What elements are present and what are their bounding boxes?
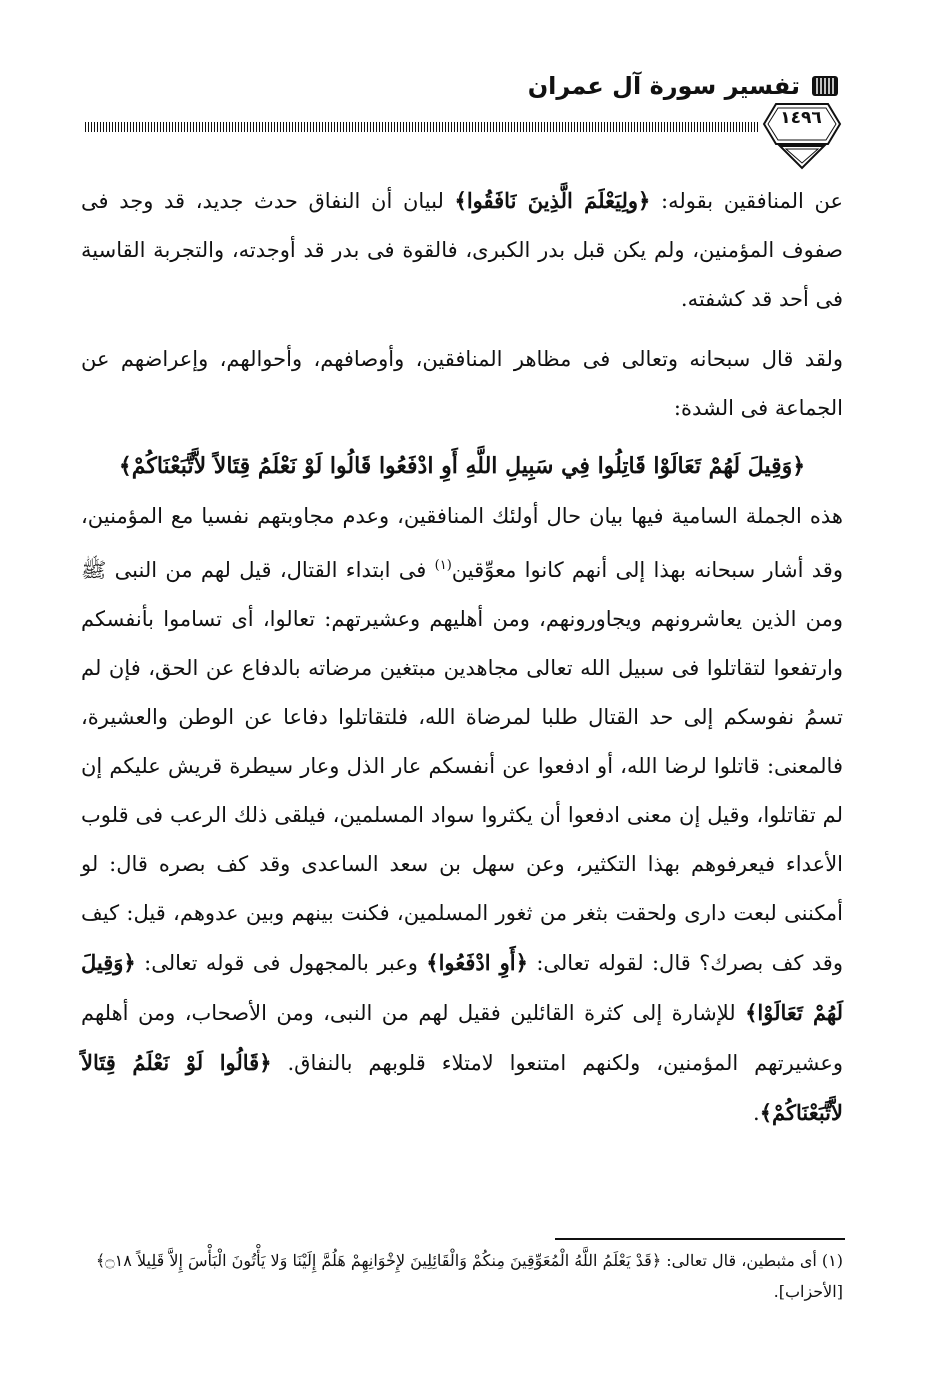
verse-heading: ﴿وَقِيلَ لَهُمْ تَعَالَوْا قَاتِلُوا فِي سَبِيلِ اللَّهِ أَوِ ادْفَعُوا قَالُوا لَوْ نَعْلَمُ قِتَالاً لاَّتَّبَعْنَاكُمْ﴾ bbox=[118, 453, 806, 479]
paragraph-1 bbox=[81, 176, 843, 324]
quran-quote: ﴿ولِيَعْلَمَ الَّذِينَ نَافَقُوا﴾ bbox=[454, 188, 651, 213]
running-header-title: تفسير سورة آل عمران bbox=[527, 72, 800, 100]
quran-quote: ﴿قَالُوا لَوْ نَعْلَمُ قِتَالاً لاَّتَّبَعْنَاكُمْ﴾ bbox=[81, 1050, 843, 1125]
page-number: ١٤٩٦ bbox=[780, 108, 822, 128]
paragraph-1-intro: عن المنافقين بقوله: bbox=[650, 189, 844, 213]
footnote-marker[interactable]: (١) bbox=[434, 558, 452, 573]
paragraph-3 bbox=[81, 492, 843, 1138]
footnote-separator bbox=[555, 1238, 845, 1240]
paragraph-1-body: لبيان أن النفاق حدث جديد، قد وجد فى صفوف المؤمنين، ولم يكن قبل بدر الكبرى، فالقوة فى بدر قد أوجدته، والتجربة القاسية فى أحد قد كشفته. bbox=[81, 189, 843, 311]
footnote: (١) أى مثبطين، قال تعالى: ﴿قَدْ يَعْلَمُ اللَّهُ الْمُعَوِّقِينَ مِنكُمْ وَالْقَائِلِينَ لإِخْوَانِهِمْ هَلُمَّ إِلَيْنَا وَلا يَأْتُونَ الْبَأْسَ إِلاَّ قَلِيلاً ۝١٨﴾ [الأحزاب]. bbox=[95, 1251, 843, 1301]
page-number-frame bbox=[758, 96, 848, 172]
header-rule bbox=[85, 122, 760, 132]
running-header bbox=[80, 68, 850, 108]
paragraph-3-part-a: هذه الجملة السامية فيها بيان حال أولئك المنافقين، وعدم مجاوبتهم نفسيا مع المؤمنين، وقد أشار سبحانه بهذا إلى أنهم كانوا معوِّقين bbox=[81, 504, 843, 582]
paragraph-3-end: . bbox=[753, 1101, 760, 1125]
paragraph-3-part-b: فى ابتداء القتال، قيل لهم من النبى ﷺ ومن الذين يعاشرونهم ويجاورونهم، ومن أهليهم وعشيرتهم: تعالوا، أى تساموا بأنفسكم وارتفعوا لتقاتلوا فى سبيل الله تعالى مجاهدين مبتغين مرضاته بالدفاع عن الحق، فإن لم تسمُ نفوسكم إلى حد القتال طلبا لمرضاة الله، فلتقاتلوا دفاعا عن الوطن والعشيرة، فالمعنى: قاتلوا لرضا الله، أو ادفعوا عن أنفسكم عار الذل وعار سيطرة قريش عليكم إن لم تقاتلوا، وقيل إن معنى ادفعوا أن يكثروا سواد المسلمين، فيلقى ذلك الرعب فى قلوب الأعداء فيعرفوهم بهذا التكثير، وعن سهل بن سعد الساعدى وقد كف بصره قال: لو أمكننى لبعت دارى ولحقت بثغر من ثغور المسلمين، فكنت بينهم وبين عدوهم، قيل: كيف وقد كف بصرك؟ قال: لقوله تعالى: bbox=[81, 558, 843, 975]
quran-quote: ﴿وَقِيلَ لَهُمْ تَعَالَوْا﴾ bbox=[81, 950, 843, 1025]
paragraph-3-part-c: وعبر بالمجهول فى قوله تعالى: bbox=[135, 951, 427, 975]
book-ornament-icon bbox=[810, 74, 840, 98]
quran-quote: ﴿أَوِ ادْفَعُوا﴾ bbox=[426, 950, 528, 975]
paragraph-2: ولقد قال سبحانه وتعالى فى مظاهر المنافقين، وأوصافهم، وأحوالهم، وإعراضهم عن الجماعة فى الشدة: bbox=[81, 347, 843, 420]
paragraph-3-part-d: للإشارة إلى كثرة القائلين فقيل لهم من النبى، ومن الأصحاب، ومن أهلهم وعشيرتهم المؤمنين، ولكنهم امتنعوا لامتلاء قلوبهم بالنفاق. bbox=[81, 1001, 843, 1075]
